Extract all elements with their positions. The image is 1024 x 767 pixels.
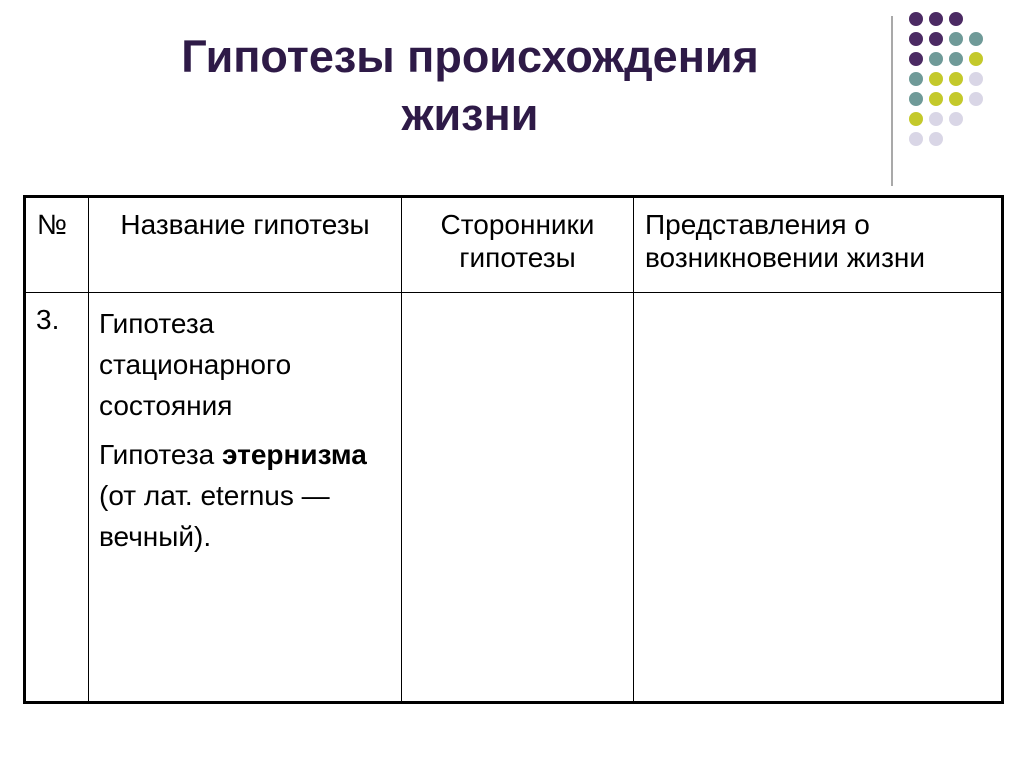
header-supporters: Сторонники гипотезы: [402, 197, 634, 293]
decorative-dot: [969, 92, 983, 106]
decorative-dot: [949, 32, 963, 46]
decorative-dot: [949, 72, 963, 86]
table-row: [25, 293, 1003, 703]
decorative-dot: [949, 112, 963, 126]
decorative-dot: [909, 32, 923, 46]
eternism-prefix: Гипотеза: [99, 439, 223, 470]
decorative-dot: [949, 92, 963, 106]
row-views-on-origin: [634, 293, 1003, 703]
hypothesis-eternism: [99, 434, 391, 557]
row-supporters: [402, 293, 634, 703]
row-hypothesis-name: [89, 293, 402, 703]
eternism-suffix: (от лат. eternus — вечный).: [99, 480, 330, 552]
hypothesis-stationary-state: Гипотеза стационарного состояния: [99, 308, 292, 421]
slide-title-line-1: Гипотезы происхождения: [181, 31, 759, 82]
decorative-dot: [909, 72, 923, 86]
slide-title-line-2: жизни: [401, 89, 539, 140]
decorative-dot: [949, 52, 963, 66]
header-views-on-origin: Представления о возникновении жизни: [634, 197, 1003, 293]
decorative-dot: [929, 92, 943, 106]
decorative-dot: [909, 92, 923, 106]
hypotheses-table: [23, 195, 1004, 704]
row-number: 3.: [25, 293, 89, 703]
decorative-dot: [969, 72, 983, 86]
decorative-dot: [929, 12, 943, 26]
decorative-dot: [909, 12, 923, 26]
decorative-dot: [929, 52, 943, 66]
decorative-dot: [929, 132, 943, 146]
table-header-row: [25, 197, 1003, 293]
header-hypothesis-name: Название гипотезы: [89, 197, 402, 293]
decorative-dot: [929, 112, 943, 126]
decorative-dot: [909, 132, 923, 146]
decorative-dot: [949, 12, 963, 26]
decorative-dot: [909, 52, 923, 66]
decorative-dot: [969, 32, 983, 46]
decorative-dot: [929, 32, 943, 46]
eternism-term: этернизма: [222, 439, 367, 470]
decorative-dot: [929, 72, 943, 86]
decorative-dot: [909, 112, 923, 126]
slide-title: [60, 28, 880, 144]
decorative-dot: [969, 52, 983, 66]
vertical-divider: [891, 16, 893, 186]
header-number: №: [25, 197, 89, 293]
